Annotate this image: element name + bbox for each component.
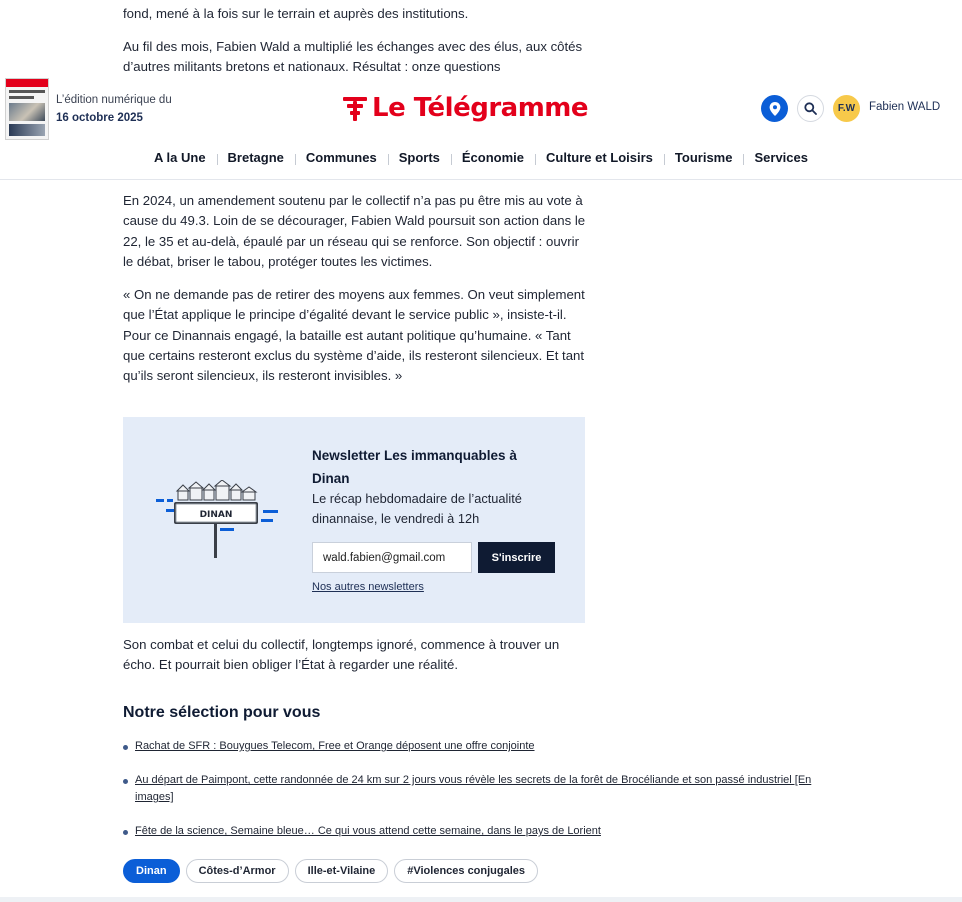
tag-dinan[interactable]: Dinan xyxy=(123,859,180,883)
tag-violences-conjugales[interactable]: #Violences conjugales xyxy=(394,859,538,883)
search-icon xyxy=(804,102,817,115)
tag-cotes-darmor[interactable]: Côtes-d’Armor xyxy=(186,859,289,883)
nav-item-services[interactable]: Services xyxy=(743,150,819,165)
town-sign-illustration xyxy=(156,480,280,560)
other-newsletters-link[interactable]: Nos autres newsletters xyxy=(312,581,424,593)
selection-link[interactable]: Fête de la science, Semaine bleue… Ce qui vous attend cette semaine, dans le pays de Lorient xyxy=(135,825,601,837)
edition-label: L’édition numérique du xyxy=(56,94,172,106)
nav-item-economie[interactable]: Économie xyxy=(451,150,535,165)
user-name[interactable]: Fabien WALD xyxy=(869,101,941,113)
search-button[interactable] xyxy=(797,95,824,122)
user-avatar[interactable]: F.W xyxy=(833,95,860,122)
article-paragraph: En 2024, un amendement soutenu par le collectif n’a pas pu être mis au vote à cause du 49.3. Loin de se décourager, Fabien Wald poursuit son action dans le 22, le 35 et au-delà, épaulé par un réseau qui se renforce. Son objectif : ouvrir le débat, briser le tabou, protéger toutes les victimes. xyxy=(123,193,586,269)
article-paragraph: fond, mené à la fois sur le terrain et auprès des institutions. xyxy=(123,6,469,21)
newsletter-signup-box xyxy=(123,417,585,623)
location-button[interactable] xyxy=(761,95,788,122)
location-icon xyxy=(769,102,781,116)
digital-edition-link[interactable] xyxy=(56,91,172,127)
article-paragraph: « On ne demande pas de retirer des moyens aux femmes. On veut simplement que l’État applique le principe d’égalité devant le service public », insiste-t-il. Pour ce Dinannais engagé, la bataille est autant politique qu’humaine. « Tant que certains resteront exclus du système d’aide, ils resteront silencieux. Et tant qu’ils seront silencieux, ils resteront invisibles. » xyxy=(123,287,585,384)
newsletter-title: Newsletter Les immanquables à Dinan xyxy=(312,448,517,486)
tag-ille-et-vilaine[interactable]: Ille-et-Vilaine xyxy=(295,859,389,883)
nav-item-tourisme[interactable]: Tourisme xyxy=(664,150,744,165)
nav-item-communes[interactable]: Communes xyxy=(295,150,388,165)
main-navigation xyxy=(0,150,962,165)
logo-icon xyxy=(343,94,367,122)
logo-text: Le Télégramme xyxy=(372,93,589,123)
nav-item-a-la-une[interactable]: A la Une xyxy=(154,150,206,165)
edition-date: 16 octobre 2025 xyxy=(56,112,143,124)
article-tags xyxy=(123,859,538,883)
selection-list-item xyxy=(123,823,823,840)
article-paragraph: Son combat et celui du collectif, longtemps ignoré, commence à trouver un écho. Et pourrait bien obliger l’État à regarder une réalité. xyxy=(123,637,560,673)
selection-link[interactable]: Rachat de SFR : Bouygues Telecom, Free et Orange déposent une offre conjointe xyxy=(135,740,535,752)
selection-heading: Notre sélection pour vous xyxy=(123,704,321,721)
nav-item-culture-et-loisirs[interactable]: Culture et Loisirs xyxy=(535,150,664,165)
nav-item-sports[interactable]: Sports xyxy=(388,150,451,165)
site-logo[interactable] xyxy=(343,90,588,126)
newsletter-description: Le récap hebdomadaire de l’actualité dinannaise, le vendredi à 12h xyxy=(312,491,522,526)
newsletter-subscribe-button[interactable]: S'inscrire xyxy=(478,542,555,573)
town-sign-text: DINAN xyxy=(199,510,233,520)
bottom-divider xyxy=(0,897,962,902)
selection-list-item xyxy=(123,738,823,755)
article-paragraph: Au fil des mois, Fabien Wald a multiplié les échanges avec des élus, aux côtés d’autres militants bretons et nationaux. Résultat : onze questions xyxy=(123,39,583,75)
edition-cover-thumbnail[interactable] xyxy=(5,78,49,140)
selection-link[interactable]: Au départ de Paimpont, cette randonnée de 24 km sur 2 jours vous révèle les secrets de la forêt de Brocéliande et son passé industriel [En images] xyxy=(135,774,812,803)
site-header xyxy=(0,76,962,180)
newsletter-email-input[interactable] xyxy=(312,542,472,573)
nav-item-bretagne[interactable]: Bretagne xyxy=(217,150,295,165)
selection-list-item xyxy=(123,772,823,806)
